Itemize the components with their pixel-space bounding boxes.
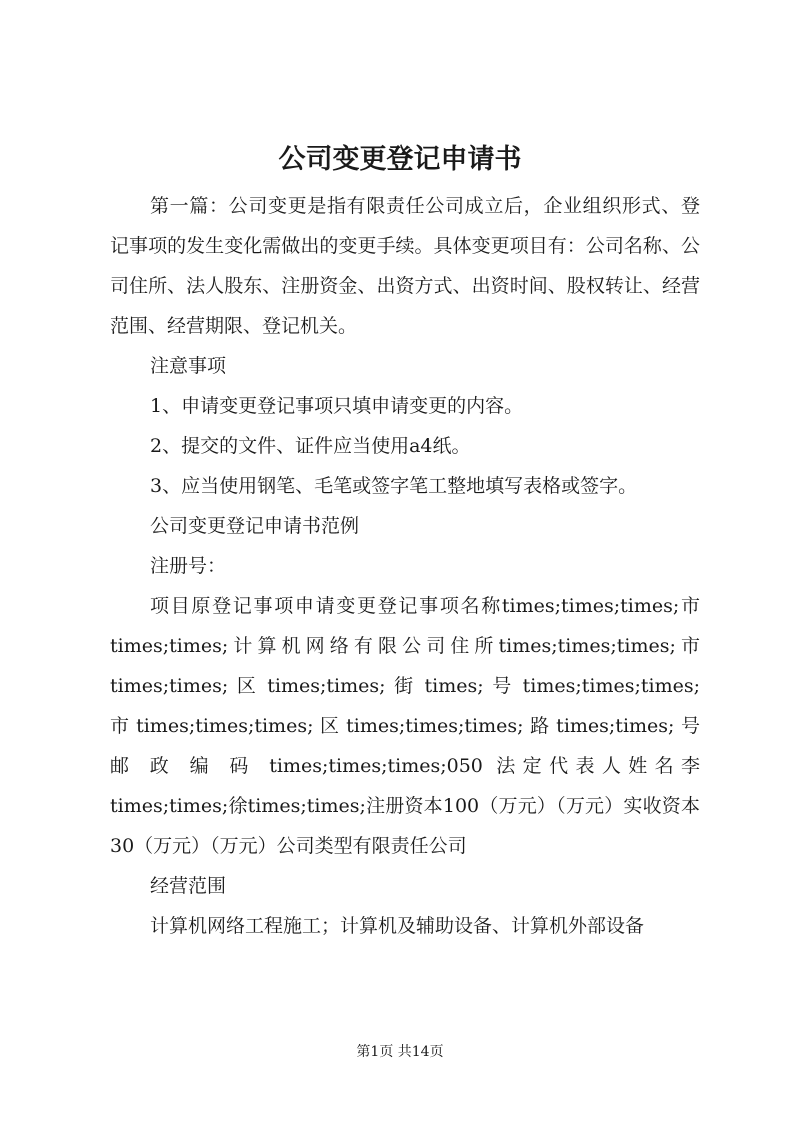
- notes-heading: 注意事项: [150, 355, 227, 377]
- note-item-3: 3、应当使用钢笔、毛笔或签字笔工整地填写表格或签字。: [150, 475, 638, 497]
- document-body: [110, 186, 700, 946]
- registration-details-paragraph: 项目原登记事项申请变更登记事项名称times;times;times;市times;times;计算机网络有限公司住所times;times;times;市 times;times; 区 times;times; 街 times; 号 times;times;times; 市 times;times;times; 区 times;times;times; 路 times;times; 号 邮 政 编 码 times;times;times;050 法定代表人姓名李times;times;徐times;times;注册资本100（万元）（万元）实收资本30（万元）（万元）公司类型有限责任公司: [110, 595, 700, 857]
- note-item-1: 1、申请变更登记事项只填申请变更的内容。: [150, 395, 524, 417]
- business-scope-paragraph: 计算机网络工程施工；计算机及辅助设备、计算机外部设备: [150, 915, 645, 937]
- document-title: 公司变更登记申请书: [278, 144, 522, 175]
- business-scope-heading: 经营范围: [150, 875, 227, 897]
- note-item-2: 2、提交的文件、证件应当使用a4纸。: [150, 435, 471, 457]
- intro-paragraph: 第一篇：公司变更是指有限责任公司成立后，企业组织形式、登记事项的发生变化需做出的变更手续。具体变更项目有：公司名称、公司住所、法人股东、注册资金、出资方式、出资时间、股权转让、经营范围、经营期限、登记机关。: [110, 195, 700, 337]
- page-footer: 第1页 共14页: [356, 1044, 444, 1060]
- example-heading: 公司变更登记申请书范例: [150, 515, 360, 537]
- registration-number-label: 注册号：: [150, 555, 227, 577]
